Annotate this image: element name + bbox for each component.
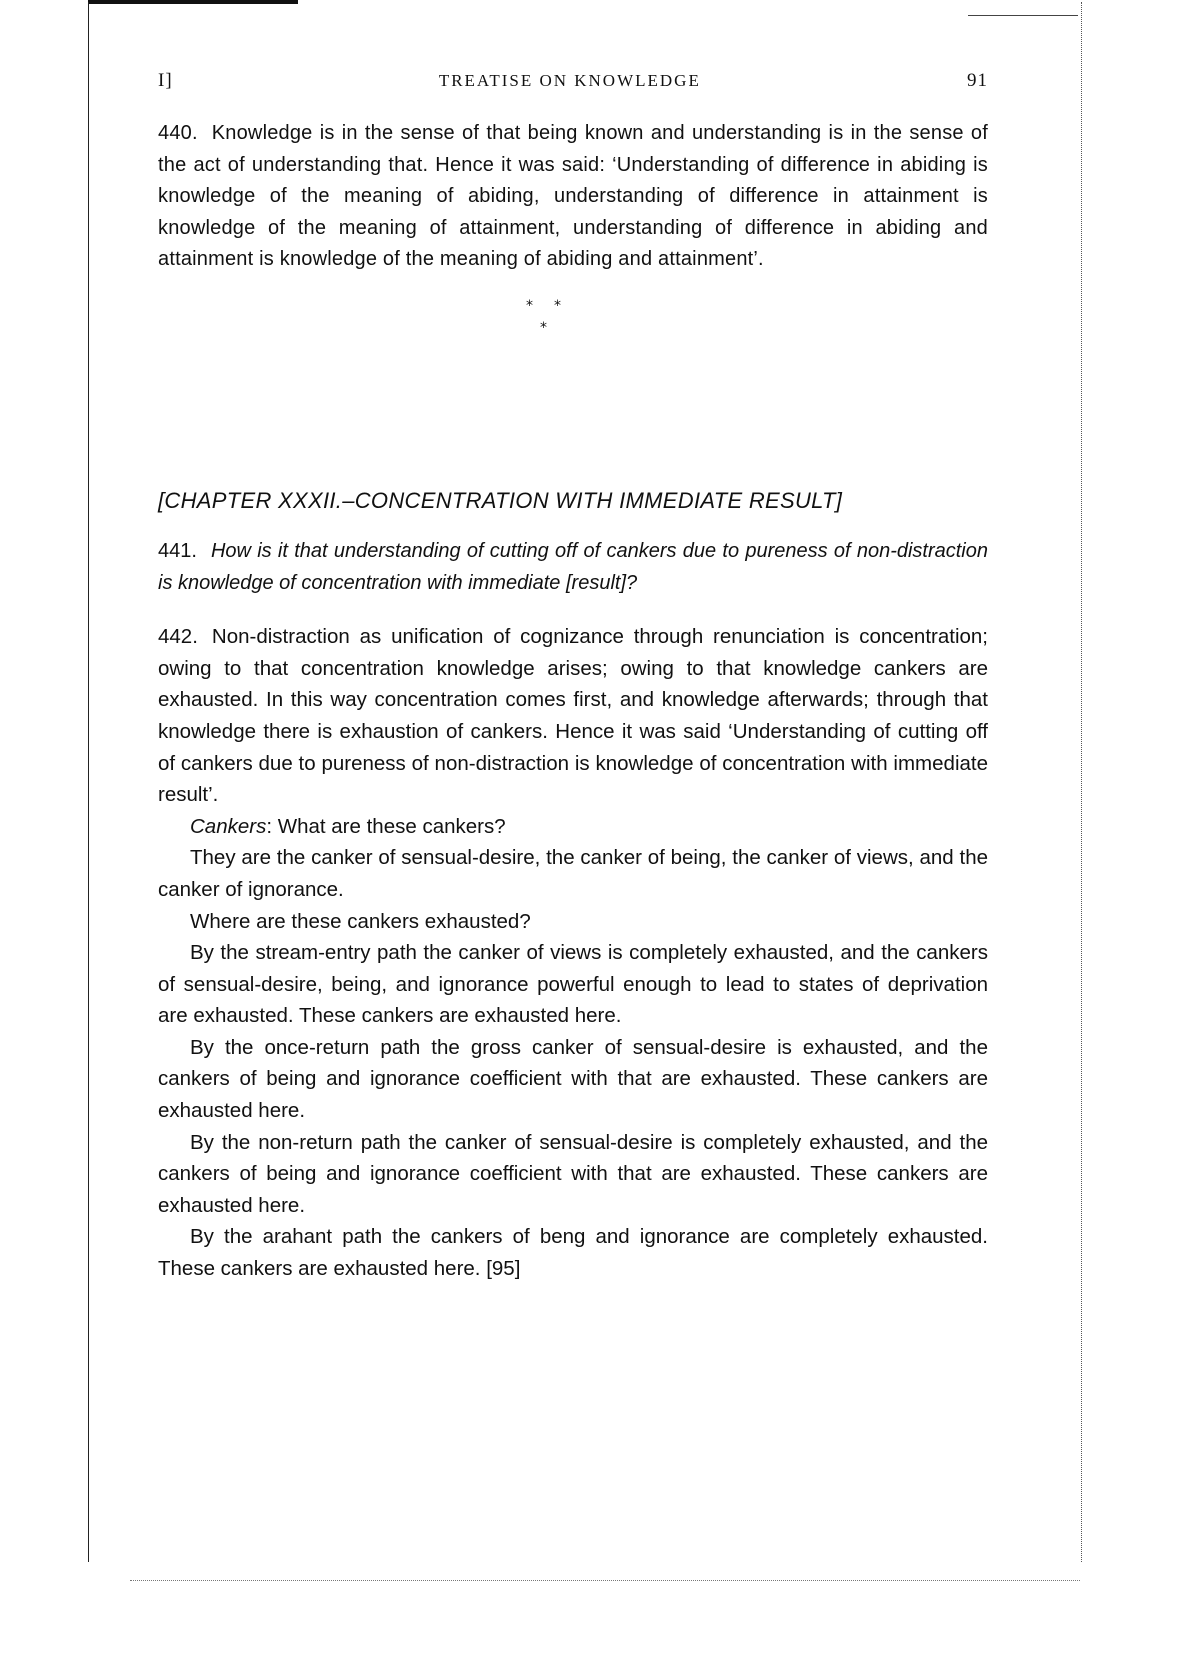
section-text: How is it that understanding of cutting off of cankers due to pureness of non-distraction is knowledge of concentration with immediate [result]?	[158, 539, 988, 594]
running-head	[158, 70, 988, 110]
paragraph: By the stream-entry path the canker of views is completely exhausted, and the cankers of sensual-desire, being, and ignorance powerful enough to lead to states of deprivation are exhausted. These cankers are exhausted here.	[158, 941, 988, 1028]
paragraph: Where are these cankers exhausted?	[190, 909, 531, 933]
running-head-title: TREATISE ON KNOWLEDGE	[438, 71, 701, 90]
section-440	[158, 118, 988, 276]
scan-bottom-edge	[130, 1580, 1080, 1581]
paragraph: By the once-return path the gross canker of sensual-desire is exhausted, and the cankers of being and ignorance coefficient with that are exhausted. These cankers are exhausted here.	[158, 1035, 988, 1123]
chapter-heading: [CHAPTER XXXII.–CONCENTRATION WITH IMMEDIATE RESULT]	[158, 487, 843, 513]
section-text: Non-distraction as unification of cognizance through renunciation is concentration; owing to that concentration knowledge arises; owing to that knowledge cankers are exhausted. In this way concentration comes first, and knowledge afterwards; through that knowledge there is exhaustion of cankers. Hence it was said ‘Understanding of cutting off of cankers due to pureness of non-distraction is knowledge of concentration with immediate result’.	[158, 625, 988, 807]
asterisk-icon: *	[526, 297, 533, 314]
asterisk-icon: *	[554, 297, 561, 314]
cankers-label: Cankers	[190, 814, 267, 838]
paragraph: They are the canker of sensual-desire, the canker of being, the canker of views, and the canker of ignorance.	[158, 846, 988, 901]
section-number: 441.	[158, 539, 197, 562]
page-content	[158, 70, 988, 1285]
cankers-question-text: : What are these cankers?	[266, 814, 506, 838]
running-head-left: I]	[158, 70, 173, 91]
paragraph: By the non-return path the canker of sensual-desire is completely exhausted, and the cankers of being and ignorance coefficient with that are exhausted. These cankers are exhausted here.	[158, 1130, 988, 1217]
paragraph: By the arahant path the cankers of beng and ignorance are completely exhausted. These cankers are exhausted here. [95]	[158, 1225, 988, 1281]
page-number: 91	[967, 70, 988, 91]
section-text: Knowledge is in the sense of that being known and understanding is in the sense of the act of understanding that. Hence it was said: ‘Understanding of difference in abiding is knowledge of the meaning of abiding, understanding of difference in attainment is knowledge of the meaning of attainment, understanding of difference in abiding and attainment is knowledge of the meaning of abiding and attainment’.	[158, 122, 988, 271]
asterisk-icon: *	[540, 319, 547, 336]
cankers-question	[158, 811, 988, 843]
section-number: 440.	[158, 122, 198, 144]
section-442	[158, 621, 988, 811]
asterism-separator	[158, 298, 988, 358]
section-441	[158, 536, 988, 599]
section-number: 442.	[158, 625, 198, 649]
